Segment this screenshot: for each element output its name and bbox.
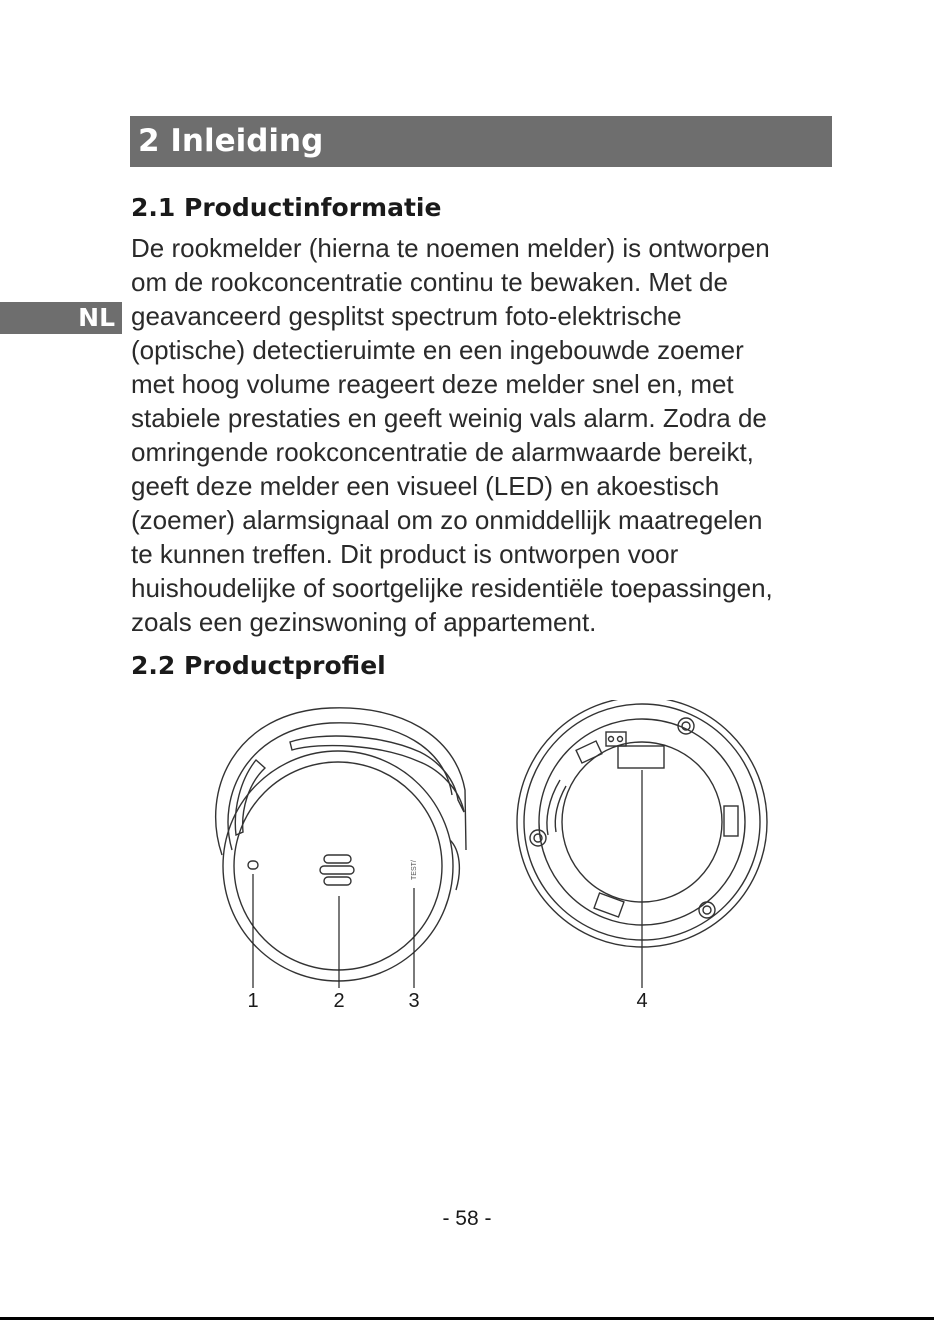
text-line: om de rookconcentratie continu te bewaken. Met de — [131, 267, 728, 297]
text-line: stabiele prestaties en geeft weinig vals alarm. Zodra de — [131, 403, 767, 433]
text-line: geeft deze melder een visueel (LED) en akoestisch — [131, 471, 720, 501]
callout-4: 4 — [636, 990, 648, 1012]
product-description — [131, 231, 831, 639]
section-title-productprofiel: 2.2 Productprofiel — [131, 651, 386, 680]
product-profile-figure — [0, 700, 934, 1030]
callout-1: 1 — [247, 990, 259, 1012]
callout-2: 2 — [333, 990, 345, 1012]
text-line: omringende rookconcentratie de alarmwaarde bereikt, — [131, 437, 754, 467]
text-line: huishoudelijke of soortgelijke residentiële toepassingen, — [131, 573, 773, 603]
test-button-label: TEST/ — [411, 860, 418, 880]
text-line: geavanceerd gesplitst spectrum foto-elektrische — [131, 301, 682, 331]
text-line: (zoemer) alarmsignaal om zo onmiddellijk maatregelen — [131, 505, 763, 535]
callout-3: 3 — [408, 990, 420, 1012]
page-number: - 58 - — [442, 1207, 492, 1230]
language-tab: NL — [0, 302, 122, 334]
text-line: zoals een gezinswoning of appartement. — [131, 607, 597, 637]
chapter-heading: 2 Inleiding — [130, 116, 832, 167]
section-title-productinformatie: 2.1 Productinformatie — [131, 193, 442, 222]
text-line: (optische) detectieruimte en een ingebouwde zoemer — [131, 335, 744, 365]
text-line: te kunnen treffen. Dit product is ontworpen voor — [131, 539, 679, 569]
text-line: De rookmelder (hierna te noemen melder) is ontworpen — [131, 233, 770, 263]
text-line: met hoog volume reageert deze melder snel en, met — [131, 369, 734, 399]
callout-lines — [253, 770, 642, 988]
